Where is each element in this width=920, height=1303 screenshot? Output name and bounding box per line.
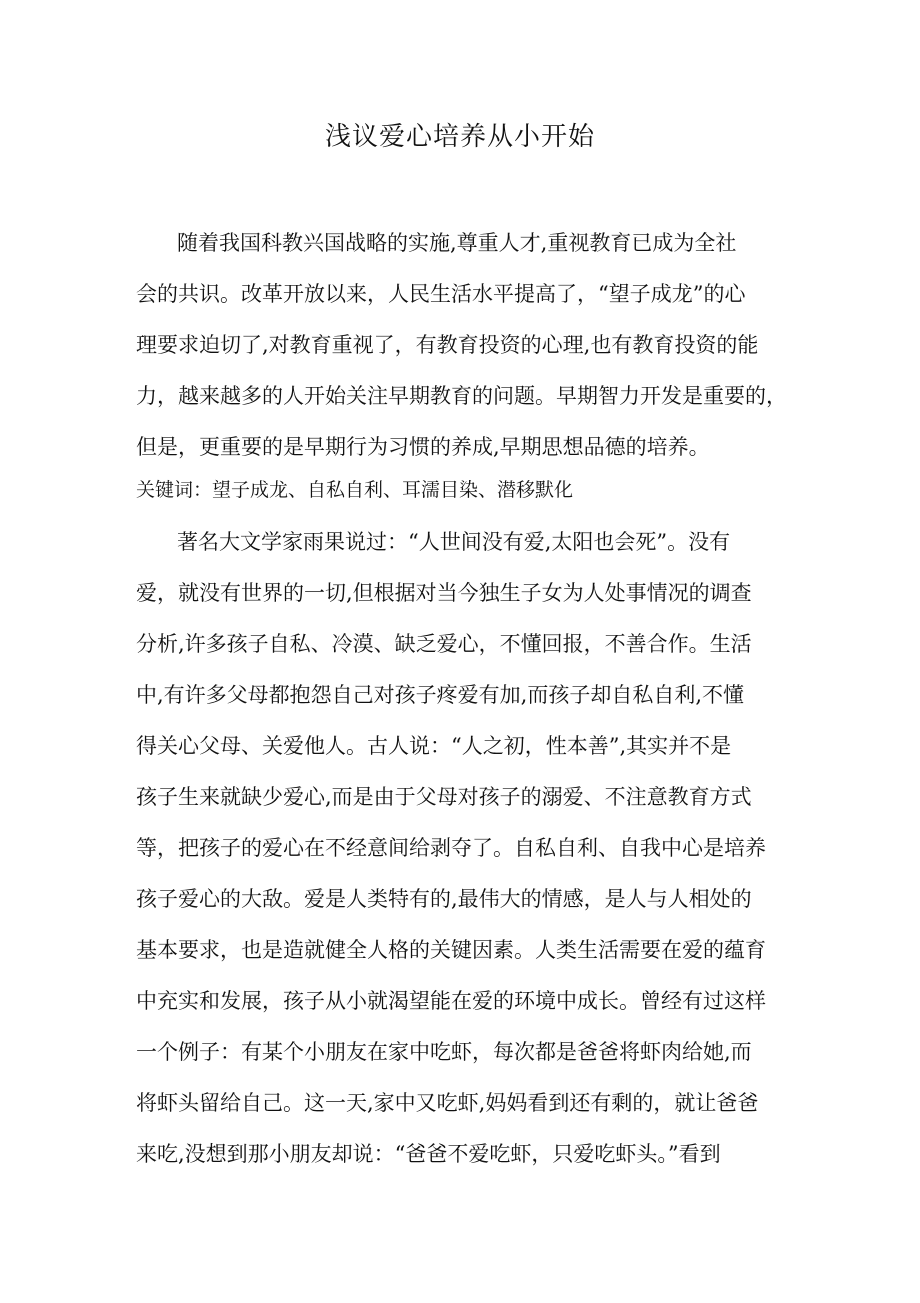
keywords-line: 关键词：望子成龙、自私自利、耳濡目染、潜移默化 <box>136 479 574 501</box>
body-line: 一个例子：有某个小朋友在家中吃虾，每次都是爸爸将虾肉给她,而 <box>136 1040 752 1064</box>
body-line: 爱，就没有世界的一切,但根据对当今独生子女为人处事情况的调查 <box>136 581 752 605</box>
body-line: 著名大文学家雨果说过：“人世间没有爱,太阳也会死”。没有 <box>177 530 731 554</box>
body-line: 中,有许多父母都抱怨自己对孩子疼爱有加,而孩子却自私自利,不懂 <box>136 683 745 707</box>
body-line: 等，把孩子的爱心在不经意间给剥夺了。自私自利、自我中心是培养 <box>136 836 766 860</box>
abstract-paragraph <box>136 218 786 473</box>
body-paragraph <box>136 517 786 1180</box>
body-line: 来吃,没想到那小朋友却说：“爸爸不爱吃虾，只爱吃虾头。”看到 <box>136 1142 721 1166</box>
body-line: 中充实和发展，孩子从小就渴望能在爱的环境中成长。曾经有过这样 <box>136 989 766 1013</box>
abstract-line: 会的共识。改革开放以来，人民生活水平提高了，“望子成龙”的心 <box>136 282 746 306</box>
document-body <box>136 218 786 1180</box>
abstract-line: 力，越来越多的人开始关注早期教育的问题。早期智力开发是重要的， <box>136 384 787 408</box>
abstract-line: 随着我国科教兴国战略的实施,尊重人才,重视教育已成为全社 <box>177 231 737 255</box>
body-line: 得关心父母、关爱他人。古人说：“人之初，性本善”,其实并不是 <box>136 734 732 758</box>
document-title: 浅议爱心培养从小开始 <box>324 122 595 152</box>
body-line: 将虾头留给自己。这一天,家中又吃虾,妈妈看到还有剩的，就让爸爸 <box>136 1091 759 1115</box>
body-line: 分析,许多孩子自私、冷漠、缺乏爱心，不懂回报，不善合作。生活 <box>136 632 752 656</box>
body-line: 孩子生来就缺少爱心,而是由于父母对孩子的溺爱、不注意教育方式 <box>136 785 752 809</box>
body-line: 孩子爱心的大敌。爱是人类特有的,最伟大的情感，是人与人相处的 <box>136 887 752 911</box>
abstract-line: 但是，更重要的是早期行为习惯的养成,早期思想品德的培养。 <box>136 435 710 459</box>
body-line: 基本要求，也是造就健全人格的关键因素。人类生活需要在爱的蕴育 <box>136 938 766 962</box>
abstract-line: 理要求迫切了,对教育重视了，有教育投资的心理,也有教育投资的能 <box>136 333 759 357</box>
